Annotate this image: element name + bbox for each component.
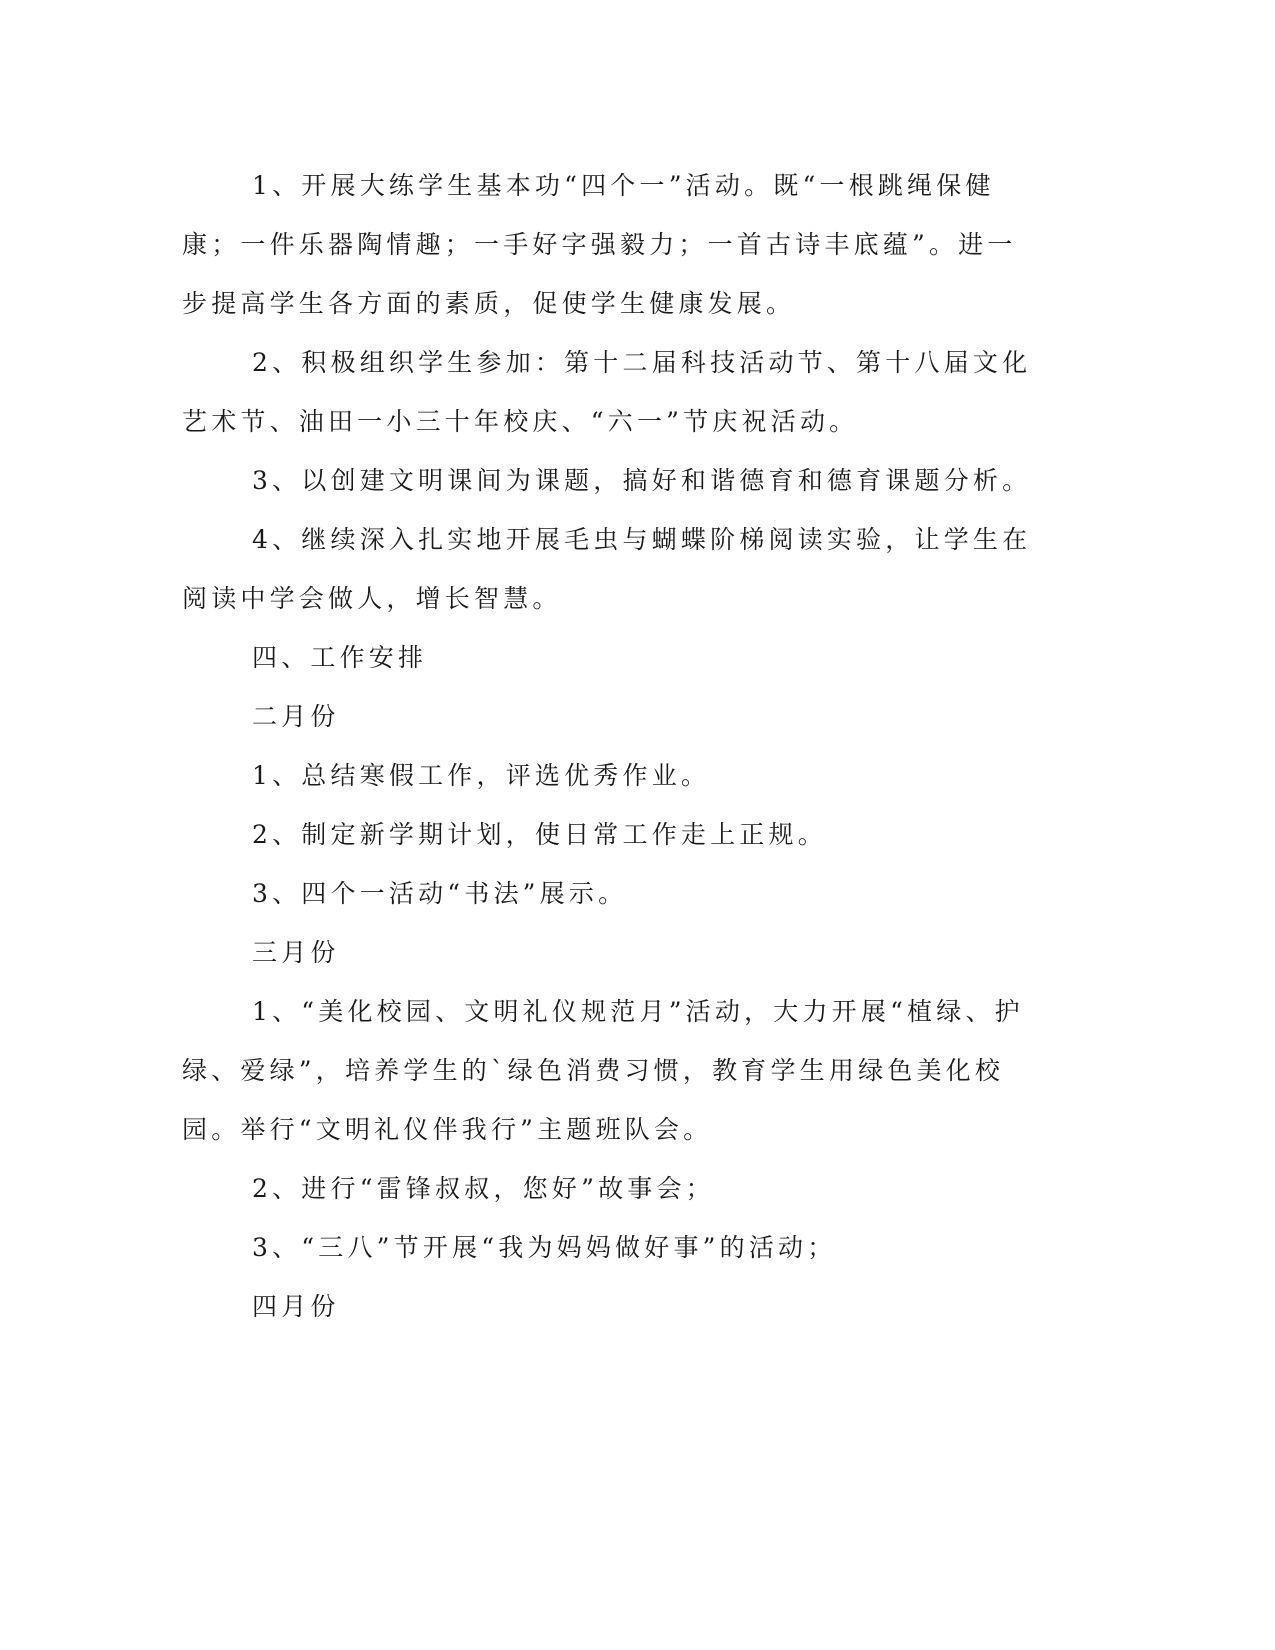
march-item-3: 3、“三八”节开展“我为妈妈做好事”的活动； bbox=[252, 1233, 837, 1262]
march-item-1: 1、“美化校园、文明礼仪规范月”活动，大力开展“植绿、护绿、爱绿”，培养学生的`绿色消费习惯，教育学生用绿色美化校园。举行“文明礼仪伴我行”主题班队会。 bbox=[182, 997, 1024, 1144]
paragraph-civilized-break: 3、以创建文明课间为课题，搞好和谐德育和德育课题分析。 bbox=[252, 466, 1032, 495]
month-heading-february: 二月份 bbox=[252, 702, 340, 731]
paragraph-reading-experiment: 4、继续深入扎实地开展毛虫与蝴蝶阶梯阅读实验，让学生在阅读中学会做人，增长智慧。 bbox=[182, 525, 1032, 613]
section-heading-work-arrangement: 四、工作安排 bbox=[252, 643, 428, 672]
march-item-2: 2、进行“雷锋叔叔，您好”故事会； bbox=[252, 1174, 715, 1203]
paragraph-organize-participation: 2、积极组织学生参加：第十二届科技活动节、第十八届文化艺术节、油田一小三十年校庆、“六一”节庆祝活动。 bbox=[182, 348, 1032, 436]
paragraph-basic-skills-activity: 1、开展大练学生基本功“四个一”活动。既“一根跳绳保健康；一件乐器陶情趣；一手好字强毅力；一首古诗丰底蕴”。进一步提高学生各方面的素质，促使学生健康发展。 bbox=[182, 171, 1017, 318]
february-item-3: 3、四个一活动“书法”展示。 bbox=[252, 879, 628, 908]
month-heading-april: 四月份 bbox=[252, 1292, 340, 1321]
month-heading-march: 三月份 bbox=[252, 938, 340, 967]
february-item-2: 2、制定新学期计划，使日常工作走上正规。 bbox=[252, 820, 827, 849]
document-body bbox=[182, 156, 1032, 1336]
february-item-1: 1、总结寒假工作，评选优秀作业。 bbox=[252, 761, 711, 790]
